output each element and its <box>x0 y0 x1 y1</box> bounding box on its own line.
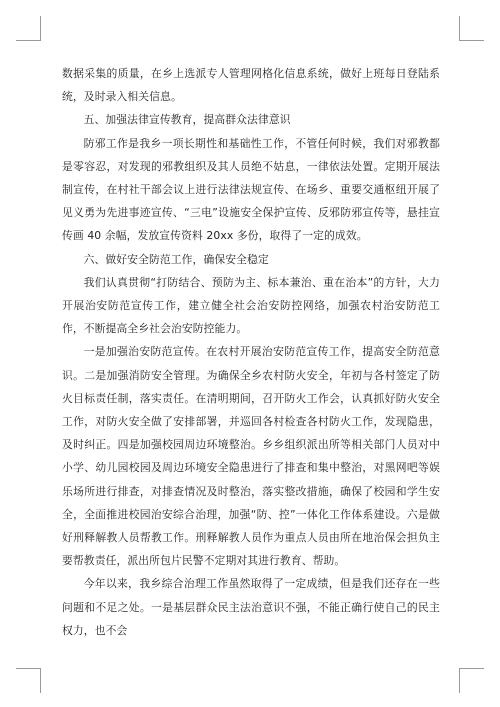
crop-mark-top-left <box>16 40 41 41</box>
crop-mark-bottom-left <box>40 668 41 693</box>
crop-mark-top-right <box>459 16 460 41</box>
document-body <box>62 62 440 642</box>
crop-mark-top-left <box>40 16 41 41</box>
paragraph-continued: 数据采集的质量，在乡上选派专人管理网格化信息系统，做好上班每日登陆系统，及时录入相关信息。 <box>62 67 440 104</box>
crop-mark-bottom-left <box>16 668 41 669</box>
section-heading-5: 五、加强法律宣传教育，提高群众法律意识 <box>83 113 291 127</box>
paragraph-security-measures: 一是加强治安防范宣传。在农村开展治安防范宣传工作，提高安全防范意识。二是加强消防安全管理。为确保全乡农村防火安全，年初与各村签定了防火目标责任制，落实责任。在清明期间，召开防火工作会，认真抓好防火安全工作，对防火安全做了安排部署，并巡回各村检查各村防火工作，发现隐患，及时纠正。四是加强校园周边环境整治。乡乡组织派出所等相关部门人员对中小学、幼儿园校园及周边环境安全隐患进行了排查和集中整治，对黑网吧等娱乐场所进行排查，对排查情况及时整治，落实整改措施，确保了校园和学生安全，全面推进校园治安综合治理，加强“防、控”一体化工作体系建设。六是做好刑释解教人员帮教工作。刑释解教人员作为重点人员由所在地治保会担负主要帮教责任，派出所包片民警不定期对其进行教育、帮助。 <box>62 345 440 568</box>
crop-mark-bottom-right <box>459 668 484 669</box>
crop-mark-top-right <box>459 40 484 41</box>
paragraph-anti-cult: 防邪工作是我乡一项长期性和基础性工作，不管任何时候，我们对邪教都是零容忍，对发现的邪教组织及其人员绝不姑息，一律依法处置。定期开展法制宣传，在村社干部会议上进行法律法规宣传、在场乡、重要交通枢纽开展了见义勇为先进事迹宣传、“三电”设施安全保护宣传、反邪防邪宣传等，悬挂宣传画 40 余幅，发放宣传资料 20xx 多份，取得了一定的成效。 <box>62 136 440 243</box>
paragraph-security-policy: 我们认真贯彻“打防结合、预防为主、标本兼治、重在治本”的方针，大力开展治安防范宣传工作，建立健全社会治安防控网络，加强农村治安防范工作，不断提高全乡社会治安防控能力。 <box>62 275 440 336</box>
paragraph-problems: 今年以来，我乡综合治理工作虽然取得了一定成绩，但是我们还存在一些问题和不足之处。一是基层群众民主法治意识不强，不能正确行使自己的民主权力，也不会 <box>62 577 440 637</box>
section-heading-6: 六、做好安全防范工作，确保安全稳定 <box>83 252 269 266</box>
crop-mark-bottom-right <box>459 668 460 693</box>
